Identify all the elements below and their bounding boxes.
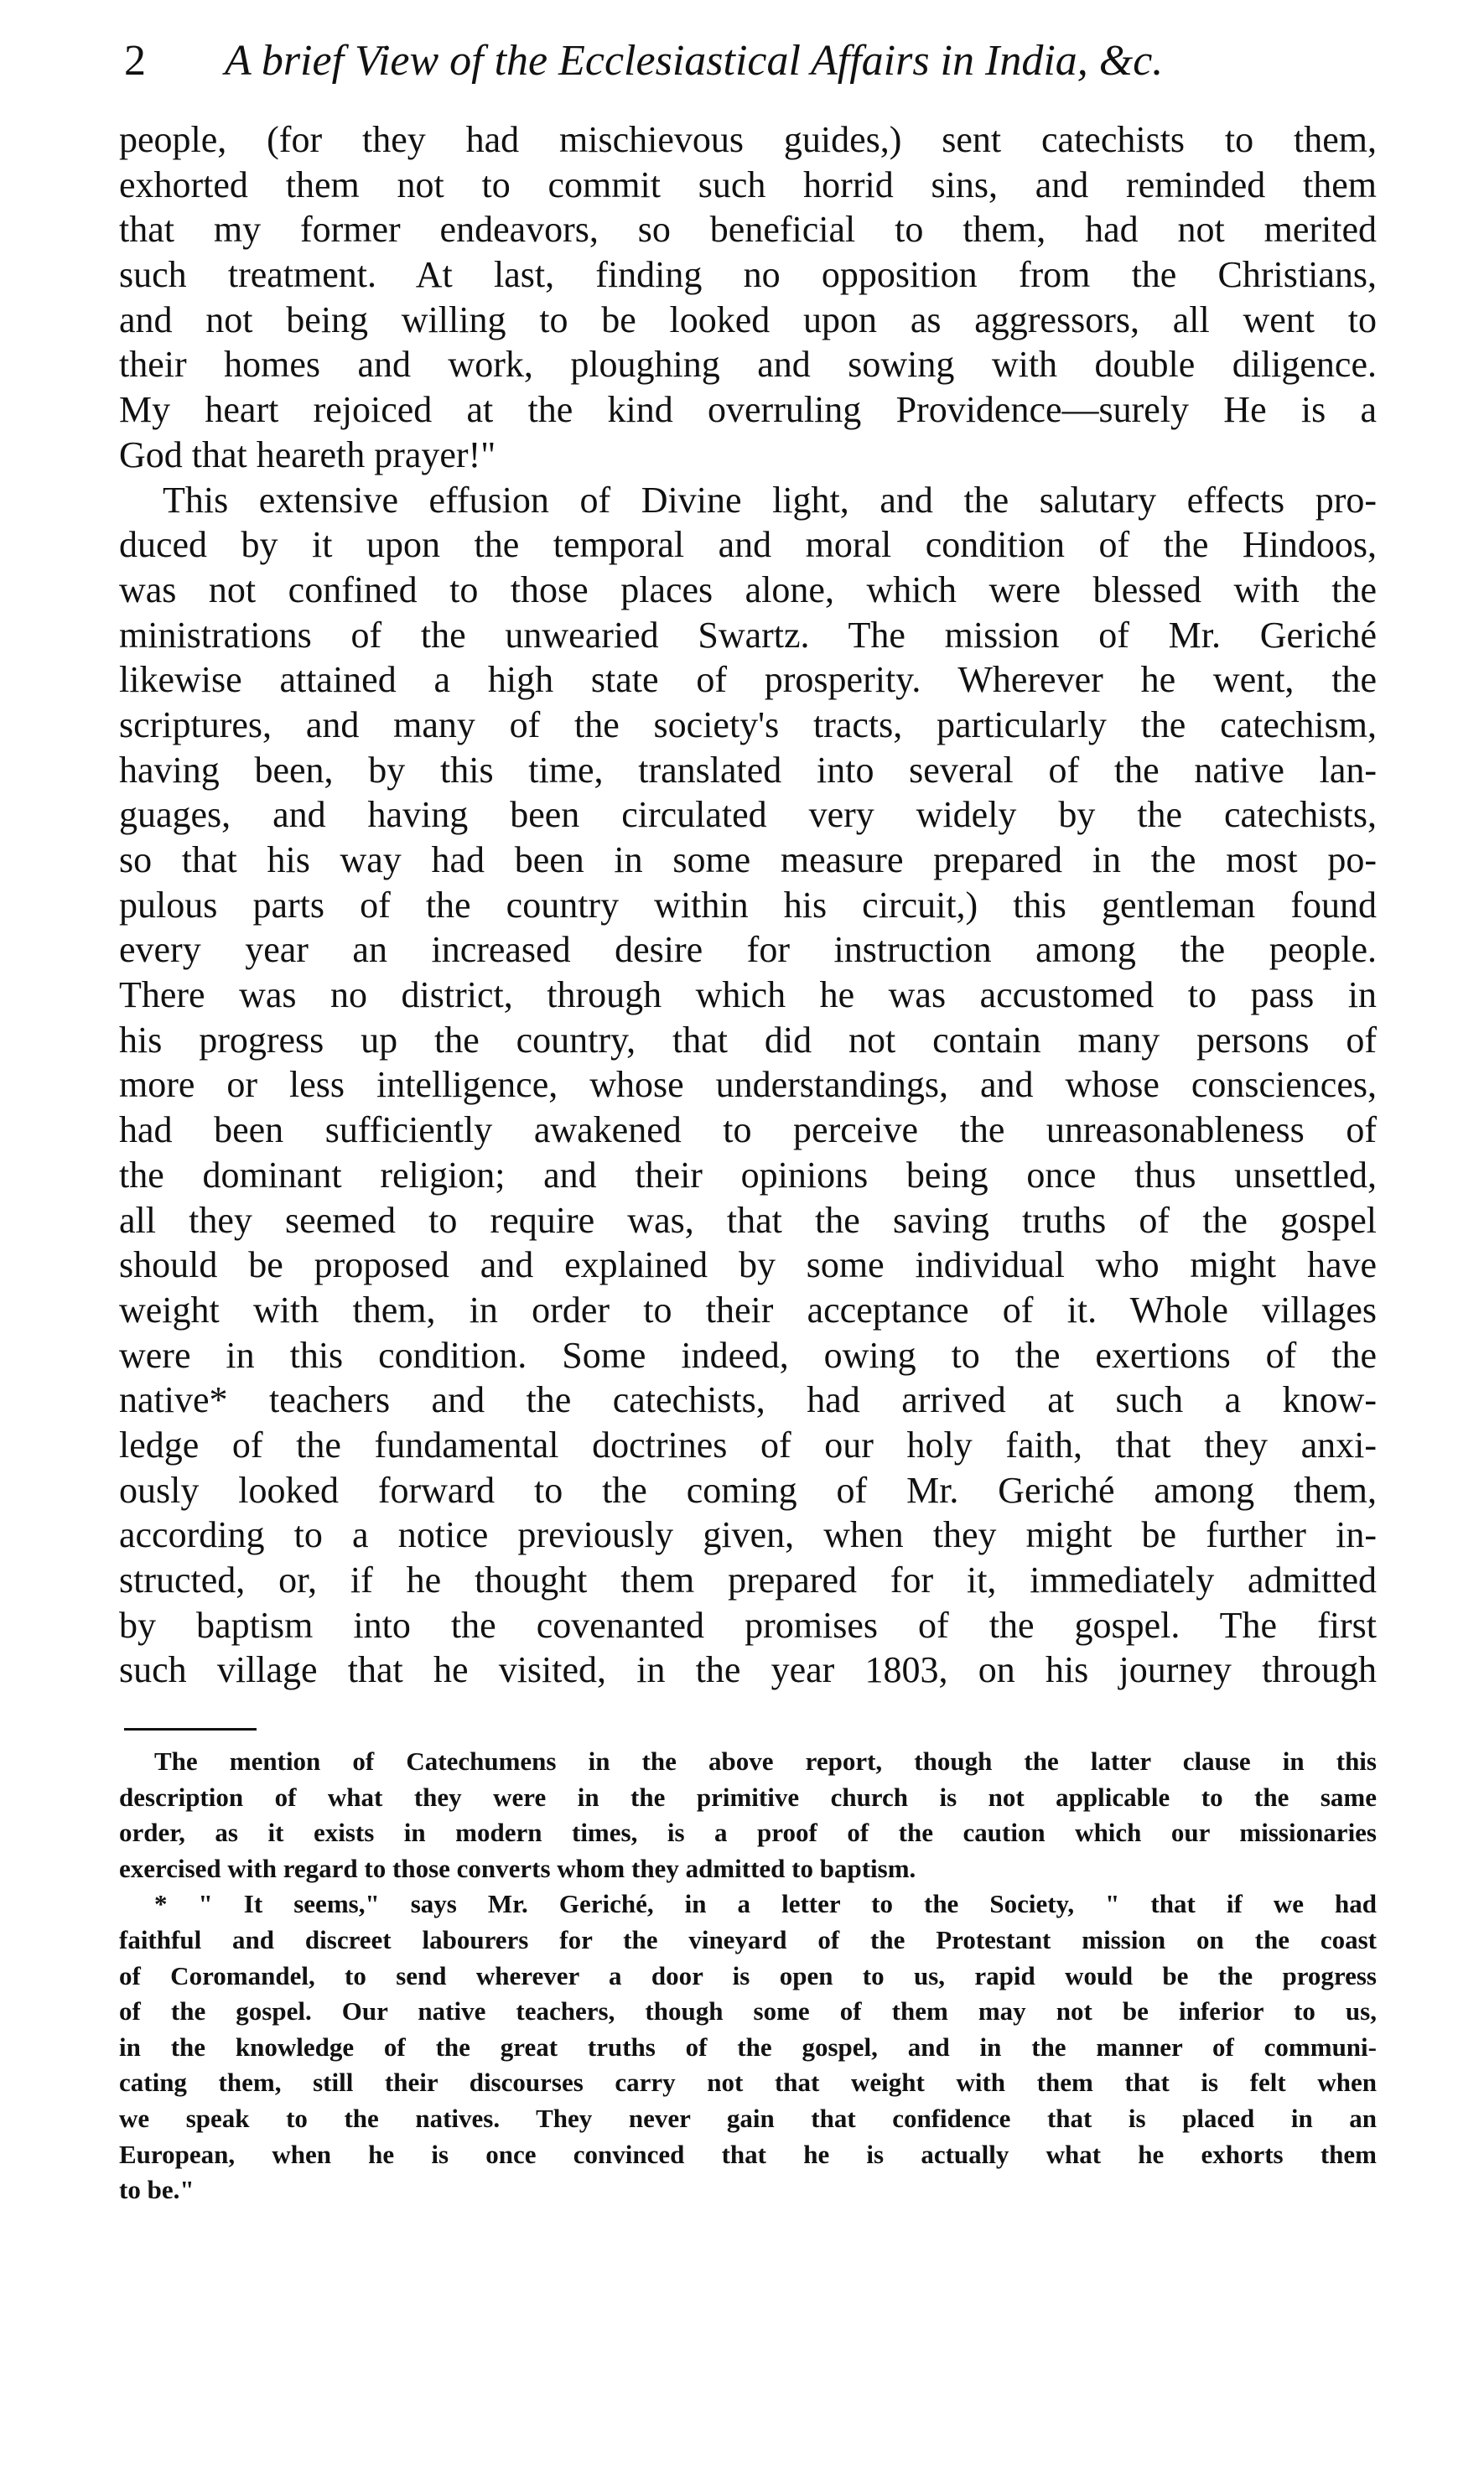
text-line: all they seemed to require was, that the saving truths of the gospel bbox=[119, 1199, 1377, 1241]
footnote-line: description of what they were in the primitive church is not applicable to the same bbox=[119, 1782, 1377, 1812]
text-line: This extensive effusion of Divine light, and the salutary effects pro- bbox=[163, 479, 1377, 521]
text-line: having been, by this time, translated into several of the native lan- bbox=[119, 749, 1377, 791]
text-line: native* teachers and the catechists, had arrived at such a know- bbox=[119, 1379, 1377, 1421]
text-line: every year an increased desire for instruction among the people. bbox=[119, 929, 1377, 971]
footnote-line: of the gospel. Our native teachers, though some of them may not be inferior to us, bbox=[119, 1996, 1377, 2026]
text-line: were in this condition. Some indeed, owing to the exertions of the bbox=[119, 1334, 1377, 1376]
main-text bbox=[119, 117, 1377, 1693]
footnote-line: order, as it exists in modern times, is a proof of the caution which our missionaries bbox=[119, 1818, 1377, 1848]
footnote-line: faithful and discreet labourers for the vineyard of the Protestant mission on the coast bbox=[119, 1924, 1377, 1954]
footnote-rule bbox=[124, 1728, 257, 1731]
running-title: A brief View of the Ecclesiastical Affairs in India, &c. bbox=[225, 37, 1164, 85]
running-header bbox=[124, 23, 1382, 99]
text-line: ously looked forward to the coming of Mr. Geriché among them, bbox=[119, 1469, 1377, 1511]
footnote-line: to be." bbox=[119, 2175, 195, 2205]
text-line: that my former endeavors, so beneficial to them, had not merited bbox=[119, 209, 1377, 251]
footnote-line: The mention of Catechumens in the above report, though the latter clause in this bbox=[154, 1746, 1377, 1776]
text-line: pulous parts of the country within his circuit,) this gentleman found bbox=[119, 884, 1377, 926]
footnote-line: exercised with regard to those converts whom they admitted to baptism. bbox=[119, 1853, 916, 1883]
text-line: scriptures, and many of the society's tracts, particularly the catechism, bbox=[119, 703, 1377, 745]
text-line: guages, and having been circulated very widely by the catechists, bbox=[119, 794, 1377, 836]
text-line: weight with them, in order to their acceptance of it. Whole villages bbox=[119, 1289, 1377, 1331]
page-number: 2 bbox=[124, 37, 146, 85]
text-line: according to a notice previously given, when they might be further in- bbox=[119, 1514, 1377, 1556]
footnote-line: we speak to the natives. They never gain that confidence that is placed in an bbox=[119, 2103, 1377, 2133]
text-line: had been sufficiently awakened to perceive the unreasonableness of bbox=[119, 1109, 1377, 1151]
footnote-line: of Coromandel, to send wherever a door is open to us, rapid would be the progress bbox=[119, 1960, 1377, 1990]
text-line: My heart rejoiced at the kind overruling Providence—surely He is a bbox=[119, 389, 1377, 431]
text-line: ledge of the fundamental doctrines of our holy faith, that they anxi- bbox=[119, 1424, 1377, 1466]
text-line: people, (for they had mischievous guides,) sent catechists to them, bbox=[119, 119, 1377, 160]
footnote-line: European, when he is once convinced that he is actually what he exhorts them bbox=[119, 2139, 1377, 2169]
text-line: exhorted them not to commit such horrid sins, and reminded them bbox=[119, 163, 1377, 205]
text-line: by baptism into the covenanted promises of the gospel. The first bbox=[119, 1604, 1377, 1646]
footnote-line: * " It seems," says Mr. Geriché, in a letter to the Society, " that if we had bbox=[154, 1889, 1377, 1919]
text-line: such village that he visited, in the year 1803, on his journey through bbox=[119, 1649, 1377, 1691]
text-line: more or less intelligence, whose understandings, and whose consciences, bbox=[119, 1064, 1377, 1106]
footnotes bbox=[119, 1744, 1377, 2208]
text-line: the dominant religion; and their opinions being once thus unsettled, bbox=[119, 1154, 1377, 1196]
text-line: God that heareth prayer!" bbox=[119, 433, 496, 475]
text-line: his progress up the country, that did not contain many persons of bbox=[119, 1019, 1377, 1061]
text-line: such treatment. At last, finding no opposition from the Christians, bbox=[119, 254, 1377, 296]
text-line: There was no district, through which he was accustomed to pass in bbox=[119, 974, 1377, 1016]
text-line: so that his way had been in some measure prepared in the most po- bbox=[119, 839, 1377, 880]
footnote-line: in the knowledge of the great truths of the gospel, and in the manner of communi- bbox=[119, 2032, 1377, 2062]
text-line: ministrations of the unwearied Swartz. The mission of Mr. Geriché bbox=[119, 614, 1377, 656]
text-line: structed, or, if he thought them prepared for it, immediately admitted bbox=[119, 1559, 1377, 1601]
text-line: was not confined to those places alone, which were blessed with the bbox=[119, 568, 1377, 610]
text-line: should be proposed and explained by some individual who might have bbox=[119, 1244, 1377, 1286]
text-line: and not being willing to be looked upon as aggressors, all went to bbox=[119, 298, 1377, 340]
footnote-line: cating them, still their discourses carry not that weight with them that is felt when bbox=[119, 2068, 1377, 2098]
text-line: their homes and work, ploughing and sowing with double diligence. bbox=[119, 344, 1377, 386]
text-line: likewise attained a high state of prosperity. Wherever he went, the bbox=[119, 659, 1377, 701]
text-line: duced by it upon the temporal and moral condition of the Hindoos, bbox=[119, 524, 1377, 566]
